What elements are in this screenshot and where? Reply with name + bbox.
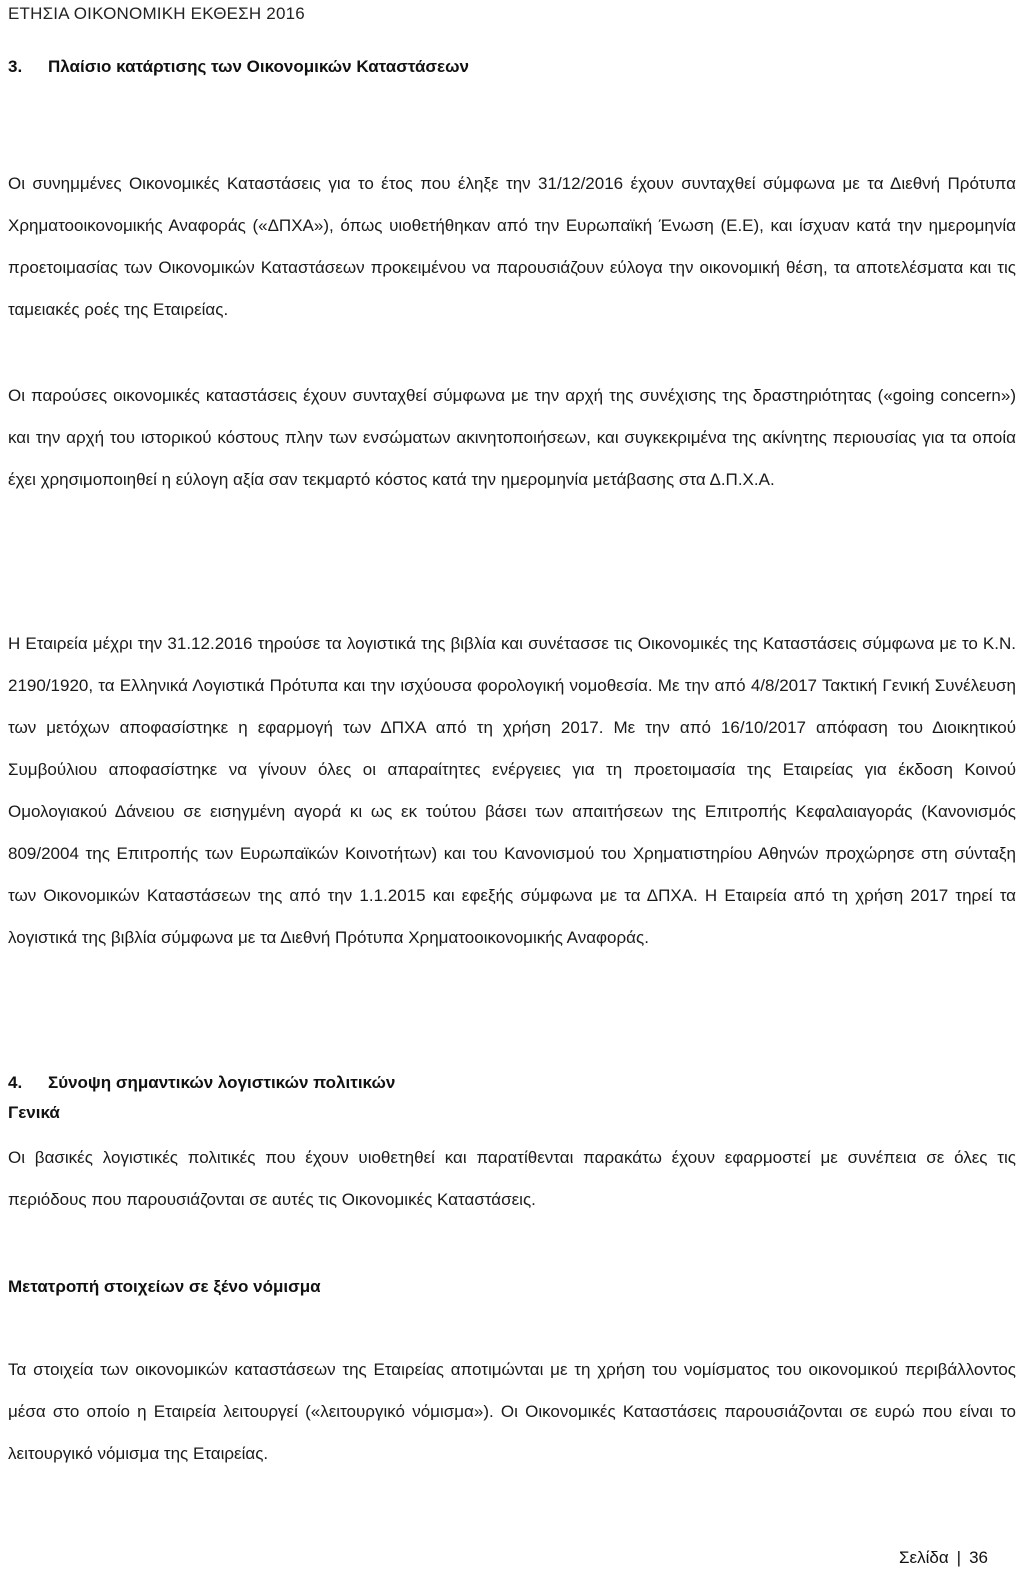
page-number: 36	[969, 1548, 988, 1567]
currency-paragraph: Τα στοιχεία των οικονομικών καταστάσεων της Εταιρείας αποτιμώνται με τη χρήση του νομίσματος του οικονομικού περιβάλλοντος μέσα στο οποίο η Εταιρεία λειτουργεί («λειτουργικό νόμισμα»). Οι Οικονομικές Καταστάσεις παρουσιάζονται σε ευρώ που είναι το λειτουργικό νόμισμα της Εταιρείας.	[8, 1360, 1016, 1463]
section-4-number: 4.	[8, 1073, 23, 1092]
page-footer	[899, 1548, 988, 1568]
page-label: Σελίδα	[899, 1548, 949, 1567]
section-3-paragraph-1: Οι συνημμένες Οικονομικές Καταστάσεις για το έτος που έληξε την 31/12/2016 έχουν συνταχθεί σύμφωνα με τα Διεθνή Πρότυπα Χρηματοοικονομικής Αναφοράς («ΔΠΧΑ»), όπως υιοθετήθηκαν από την Ευρωπαϊκή Ένωση (Ε.Ε), και ίσχυαν κατά την ημερομηνία προετοιμασίας των Οικονομικών Καταστάσεων προκειμένου να παρουσιάζουν εύλογα την οικονομική θέση, τα αποτελέσματα και τις ταμειακές ροές της Εταιρείας.	[8, 174, 1016, 319]
page-separator: |	[956, 1548, 962, 1567]
running-header: ΕΤΗΣΙΑ ΟΙΚΟΝΟΜΙΚΗ ΕΚΘΕΣΗ 2016	[8, 4, 305, 23]
section-3-paragraph-3: Η Εταιρεία μέχρι την 31.12.2016 τηρούσε τα λογιστικά της βιβλία και συνέτασσε τις Οικονομικές της Καταστάσεις σύμφωνα με το Κ.Ν. 2190/1920, τα Ελληνικά Λογιστικά Πρότυπα και την ισχύουσα φορολογική νομοθεσία. Με την από 4/8/2017 Τακτική Γενική Συνέλευση των μετόχων αποφασίστηκε η εφαρμογή των ΔΠΧΑ από τη χρήση 2017. Με την από 16/10/2017 απόφαση του Διοικητικού Συμβούλιου αποφασίστηκε να γίνουν όλες οι απαραίτητες ενέργειες για τη προετοιμασία της Εταιρείας για έκδοση Κοινού Ομολογιακού Δάνειου σε εισηγμένη αγορά κι ως εκ τούτου βάσει των απαιτήσεων της Επιτροπής Κεφαλαιαγοράς (Κανονισμός 809/2004 της Επιτροπής των Ευρωπαϊκών Κοινοτήτων) και του Κανονισμού του Χρηματιστηρίου Αθηνών προχώρησε στη σύνταξη των Οικονομικών Καταστάσεων της από την 1.1.2015 και εφεξής σύμφωνα με τα ΔΠΧΑ. Η Εταιρεία από τη χρήση 2017 τηρεί τα λογιστικά της βιβλία σύμφωνα με τα Διεθνή Πρότυπα Χρηματοοικονομικής Αναφοράς.	[8, 634, 1016, 947]
section-3-heading	[8, 57, 469, 77]
section-3-title: Πλαίσιο κατάρτισης των Οικονομικών Καταστάσεων	[48, 57, 469, 76]
section-3-number: 3.	[8, 57, 23, 76]
general-paragraph: Οι βασικές λογιστικές πολιτικές που έχουν υιοθετηθεί και παρατίθενται παρακάτω έχουν εφαρμοστεί με συνέπεια σε όλες τις περιόδους που παρουσιάζονται σε αυτές τις Οικονομικές Καταστάσεις.	[8, 1148, 1016, 1209]
section-3-paragraph-2: Οι παρούσες οικονομικές καταστάσεις έχουν συνταχθεί σύμφωνα με την αρχή της συνέχισης της δραστηριότητας («going concern») και την αρχή του ιστορικού κόστους πλην των ενσώματων ακινητοποιήσεων, και συγκεκριμένα της ακίνητης περιουσίας για τα οποία έχει χρησιμοποιηθεί η εύλογη αξία σαν τεκμαρτό κόστος κατά την ημερομηνία μετάβασης στα Δ.Π.Χ.Α.	[8, 386, 1016, 489]
section-4-heading	[8, 1073, 395, 1093]
general-subheading: Γενικά	[8, 1103, 60, 1122]
currency-subheading: Μετατροπή στοιχείων σε ξένο νόμισμα	[8, 1277, 321, 1296]
section-4-title: Σύνοψη σημαντικών λογιστικών πολιτικών	[48, 1073, 396, 1092]
